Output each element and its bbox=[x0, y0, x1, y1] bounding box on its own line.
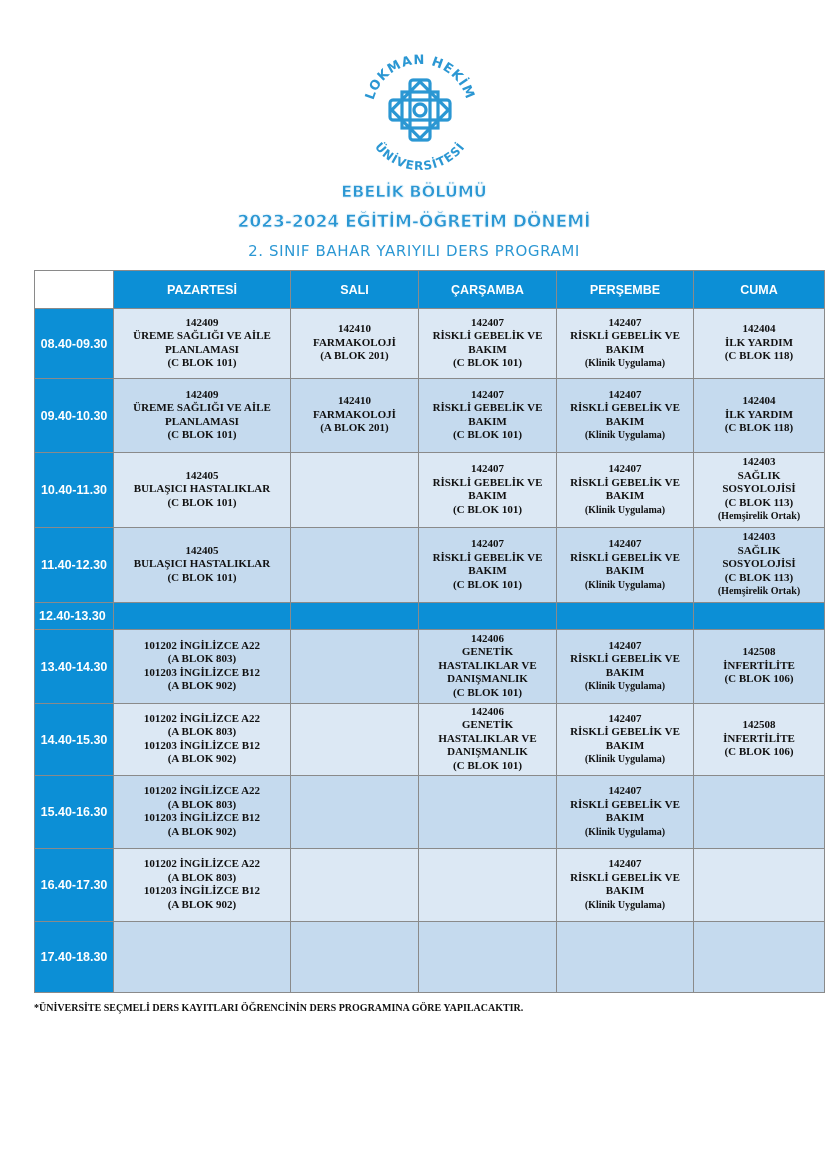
day-header: PERŞEMBE bbox=[557, 271, 694, 309]
course-line: RİSKLİ GEBELİK VE bbox=[432, 402, 543, 414]
course-line: RİSKLİ GEBELİK VE bbox=[570, 402, 680, 414]
course-line: 142410 bbox=[338, 323, 371, 336]
course-line: RİSKLİ GEBELİK VE bbox=[432, 551, 543, 564]
course-line: GENETİK bbox=[461, 646, 514, 659]
course-cell bbox=[114, 630, 291, 704]
course-cell bbox=[557, 922, 694, 993]
course-cell bbox=[114, 704, 291, 776]
course-cell bbox=[694, 528, 825, 603]
course-cell bbox=[291, 922, 419, 993]
course-line: BAKIM bbox=[605, 666, 645, 679]
course-cell bbox=[419, 704, 557, 776]
course-line: RİSKLİ GEBELİK VE bbox=[570, 726, 680, 738]
course-cell bbox=[291, 309, 419, 379]
course-line: (Klinik Uygulama) bbox=[584, 826, 666, 838]
course-line: 101203 İNGİLİZCE B12 bbox=[143, 812, 261, 824]
course-cell bbox=[694, 453, 825, 528]
course-cell bbox=[557, 849, 694, 922]
schedule-table bbox=[34, 270, 825, 993]
course-cell bbox=[419, 528, 557, 603]
schedule-row bbox=[35, 528, 825, 603]
course-line: BAKIM bbox=[605, 565, 645, 577]
schedule-row bbox=[35, 630, 825, 704]
time-slot: 14.40-15.30 bbox=[35, 704, 114, 776]
course-line: 101202 İNGİLİZCE A22 bbox=[143, 639, 261, 652]
course-line: 142403 bbox=[742, 531, 776, 544]
course-cell bbox=[419, 453, 557, 528]
course-line: (Hemşirelik Ortak) bbox=[717, 511, 801, 523]
course-line: (A BLOK 803) bbox=[167, 653, 237, 665]
course-line: SOSYOLOJİSİ bbox=[722, 558, 796, 571]
course-cell bbox=[291, 379, 419, 453]
course-cell bbox=[114, 453, 291, 528]
course-line: 101202 İNGİLİZCE A22 bbox=[143, 712, 261, 725]
course-line: (Klinik Uygulama) bbox=[584, 681, 666, 692]
program-title: 2. SINIF BAHAR YARIYILI DERS PROGRAMI bbox=[248, 242, 580, 260]
course-line: 142407 bbox=[471, 316, 504, 329]
course-line: 142404 bbox=[742, 395, 776, 408]
course-cell bbox=[694, 704, 825, 776]
course-line: 101203 İNGİLİZCE B12 bbox=[143, 739, 261, 752]
course-line: BAKIM bbox=[468, 490, 507, 502]
footnote: *ÜNİVERSİTE SEÇMELİ DERS KAYITLARI ÖĞRENCİNİN DERS PROGRAMINA GÖRE YAPILACAKTIR. bbox=[34, 1003, 524, 1014]
lunch-cell bbox=[694, 603, 825, 630]
course-line: (A BLOK 803) bbox=[167, 726, 237, 738]
course-cell bbox=[419, 630, 557, 704]
course-cell bbox=[557, 528, 694, 603]
course-cell bbox=[291, 704, 419, 776]
course-line: 142407 bbox=[471, 463, 504, 475]
lunch-cell bbox=[114, 603, 291, 630]
day-header: ÇARŞAMBA bbox=[419, 271, 557, 309]
course-line: (C BLOK 106) bbox=[724, 673, 794, 686]
time-slot: 11.40-12.30 bbox=[35, 528, 114, 603]
course-line: BAKIM bbox=[605, 812, 645, 824]
course-line: (C BLOK 118) bbox=[724, 422, 794, 435]
course-line: BAKIM bbox=[605, 343, 645, 356]
course-line: (C BLOK 118) bbox=[724, 350, 794, 363]
course-line: 142407 bbox=[608, 639, 642, 652]
course-line: (Hemşirelik Ortak) bbox=[717, 586, 801, 598]
course-line: (C BLOK 101) bbox=[452, 357, 523, 369]
course-line: RİSKLİ GEBELİK VE bbox=[570, 476, 680, 489]
course-line: (C BLOK 101) bbox=[452, 578, 523, 591]
course-line: (Klinik Uygulama) bbox=[584, 579, 666, 591]
course-line: 142409 bbox=[185, 388, 219, 401]
course-cell bbox=[291, 453, 419, 528]
course-line: 142406 bbox=[471, 632, 504, 645]
course-line: BAKIM bbox=[605, 739, 645, 752]
course-cell bbox=[557, 776, 694, 849]
course-cell bbox=[114, 528, 291, 603]
day-header: SALI bbox=[291, 271, 419, 309]
course-line: BAKIM bbox=[605, 885, 645, 897]
course-line: (Klinik Uygulama) bbox=[584, 504, 666, 516]
corner-cell bbox=[35, 271, 114, 309]
schedule-row bbox=[35, 776, 825, 849]
course-line: (C BLOK 113) bbox=[724, 496, 794, 509]
schedule-row bbox=[35, 603, 825, 630]
course-line: SAĞLIK bbox=[737, 544, 781, 557]
course-line: (C BLOK 101) bbox=[452, 503, 523, 516]
course-line: 142508 bbox=[742, 719, 776, 732]
time-slot: 16.40-17.30 bbox=[35, 849, 114, 922]
course-line: 142410 bbox=[338, 395, 371, 408]
course-cell bbox=[557, 453, 694, 528]
course-cell bbox=[114, 776, 291, 849]
course-line: İLK YARDIM bbox=[725, 408, 793, 421]
course-line: 142407 bbox=[608, 785, 642, 797]
day-header: PAZARTESİ bbox=[114, 271, 291, 309]
schedule-row bbox=[35, 309, 825, 379]
course-line: İNFERTİLİTE bbox=[723, 659, 795, 672]
course-line: 142407 bbox=[608, 538, 642, 550]
course-cell bbox=[114, 309, 291, 379]
course-cell bbox=[419, 379, 557, 453]
course-line: 142403 bbox=[742, 456, 776, 469]
schedule-row bbox=[35, 453, 825, 528]
course-line: RİSKLİ GEBELİK VE bbox=[570, 330, 680, 342]
course-line: 142407 bbox=[608, 858, 642, 870]
course-line: İNFERTİLİTE bbox=[723, 732, 795, 745]
course-line: PLANLAMASI bbox=[165, 343, 239, 356]
course-cell bbox=[557, 309, 694, 379]
course-line: (C BLOK 101) bbox=[167, 357, 237, 369]
svg-text:ÜNİVERSİTESİ: ÜNİVERSİTESİ bbox=[372, 139, 468, 174]
lunch-cell bbox=[291, 603, 419, 630]
course-line: SOSYOLOJİSİ bbox=[722, 483, 796, 496]
course-line: RİSKLİ GEBELİK VE bbox=[570, 551, 680, 564]
course-line: 101202 İNGİLİZCE A22 bbox=[143, 858, 261, 870]
schedule-row bbox=[35, 849, 825, 922]
course-line: 142406 bbox=[471, 705, 504, 718]
course-cell bbox=[419, 309, 557, 379]
course-line: (A BLOK 902) bbox=[167, 753, 237, 765]
course-cell bbox=[291, 528, 419, 603]
course-line: (Klinik Uygulama) bbox=[584, 358, 666, 369]
course-line: FARMAKOLOJİ bbox=[313, 336, 396, 349]
time-slot: 09.40-10.30 bbox=[35, 379, 114, 453]
course-line: DANIŞMANLIK bbox=[447, 673, 528, 686]
course-line: 101203 İNGİLİZCE B12 bbox=[143, 885, 261, 897]
course-cell bbox=[114, 922, 291, 993]
time-slot: 15.40-16.30 bbox=[35, 776, 114, 849]
course-line: (Klinik Uygulama) bbox=[584, 899, 666, 911]
course-line: 142405 bbox=[185, 469, 219, 482]
course-cell bbox=[694, 309, 825, 379]
course-line: RİSKLİ GEBELİK VE bbox=[570, 871, 680, 884]
course-line: (C BLOK 101) bbox=[452, 686, 523, 699]
course-line: 142407 bbox=[608, 388, 642, 401]
course-line: 101203 İNGİLİZCE B12 bbox=[143, 666, 261, 679]
schedule-row bbox=[35, 704, 825, 776]
time-slot: 17.40-18.30 bbox=[35, 922, 114, 993]
course-cell bbox=[694, 922, 825, 993]
course-line: ÜREME SAĞLIĞI VE AİLE bbox=[133, 330, 271, 342]
course-line: 101202 İNGİLİZCE A22 bbox=[143, 785, 261, 797]
course-cell bbox=[291, 776, 419, 849]
course-line: BAKIM bbox=[468, 415, 507, 428]
course-line: (A BLOK 902) bbox=[167, 825, 237, 838]
course-cell bbox=[419, 849, 557, 922]
course-line: BAKIM bbox=[605, 490, 645, 502]
university-logo bbox=[350, 40, 490, 180]
course-cell bbox=[114, 849, 291, 922]
course-line: DANIŞMANLIK bbox=[447, 746, 528, 759]
course-line: BULAŞICI HASTALIKLAR bbox=[133, 558, 271, 571]
time-slot: 08.40-09.30 bbox=[35, 309, 114, 379]
course-line: 142407 bbox=[608, 712, 642, 725]
course-line: (C BLOK 101) bbox=[167, 496, 237, 509]
course-line: ÜREME SAĞLIĞI VE AİLE bbox=[133, 402, 271, 414]
lunch-cell bbox=[419, 603, 557, 630]
course-line: 142404 bbox=[742, 323, 776, 336]
course-cell bbox=[694, 849, 825, 922]
course-line: (A BLOK 803) bbox=[167, 798, 237, 811]
svg-text:LOKMAN HEKİM: LOKMAN HEKİM bbox=[362, 52, 478, 102]
course-line: (C BLOK 106) bbox=[724, 746, 794, 759]
course-line: RİSKLİ GEBELİK VE bbox=[432, 476, 543, 489]
course-line: BAKIM bbox=[605, 415, 645, 428]
course-cell bbox=[291, 630, 419, 704]
course-line: (A BLOK 803) bbox=[167, 871, 237, 884]
course-cell bbox=[694, 776, 825, 849]
schedule-row bbox=[35, 922, 825, 993]
course-line: RİSKLİ GEBELİK VE bbox=[570, 798, 680, 811]
course-line: 142405 bbox=[185, 544, 219, 557]
course-cell bbox=[557, 379, 694, 453]
course-line: (C BLOK 101) bbox=[167, 571, 237, 584]
day-header: CUMA bbox=[694, 271, 825, 309]
header-row bbox=[35, 271, 825, 309]
course-line: 142407 bbox=[608, 463, 642, 475]
course-line: 142407 bbox=[471, 388, 504, 401]
schedule-row bbox=[35, 379, 825, 453]
time-slot: 12.40-13.30 bbox=[35, 603, 114, 630]
course-line: (A BLOK 902) bbox=[167, 680, 237, 692]
course-line: SAĞLIK bbox=[737, 469, 781, 482]
course-line: 142508 bbox=[742, 646, 776, 659]
course-line: 142407 bbox=[608, 316, 642, 329]
term-title: 2023-2024 EĞİTİM-ÖĞRETİM DÖNEMİ bbox=[237, 212, 591, 232]
course-line: (A BLOK 201) bbox=[320, 422, 389, 435]
course-cell bbox=[419, 922, 557, 993]
course-line: (C BLOK 101) bbox=[452, 429, 523, 441]
course-line: BAKIM bbox=[468, 565, 507, 577]
course-line: RİSKLİ GEBELİK VE bbox=[432, 330, 543, 342]
course-line: FARMAKOLOJİ bbox=[313, 408, 396, 421]
course-cell bbox=[694, 630, 825, 704]
course-cell bbox=[419, 776, 557, 849]
course-line: 142409 bbox=[185, 316, 219, 329]
course-line: (C BLOK 101) bbox=[167, 429, 237, 441]
course-line: GENETİK bbox=[461, 719, 514, 732]
department-title: EBELİK BÖLÜMÜ bbox=[341, 182, 487, 201]
course-cell bbox=[557, 630, 694, 704]
course-cell bbox=[557, 704, 694, 776]
course-line: (C BLOK 113) bbox=[724, 571, 794, 584]
course-line: İLK YARDIM bbox=[725, 336, 793, 349]
course-line: 142407 bbox=[471, 538, 504, 550]
course-line: HASTALIKLAR VE bbox=[438, 659, 537, 672]
course-line: BAKIM bbox=[468, 343, 507, 356]
time-slot: 13.40-14.30 bbox=[35, 630, 114, 704]
course-line: (A BLOK 201) bbox=[320, 350, 389, 363]
course-line: PLANLAMASI bbox=[165, 415, 239, 428]
course-line: BULAŞICI HASTALIKLAR bbox=[133, 483, 271, 496]
lunch-cell bbox=[557, 603, 694, 630]
time-slot: 10.40-11.30 bbox=[35, 453, 114, 528]
course-line: (Klinik Uygulama) bbox=[584, 754, 666, 765]
course-line: (C BLOK 101) bbox=[452, 759, 523, 772]
course-line: HASTALIKLAR VE bbox=[438, 732, 537, 745]
course-cell bbox=[291, 849, 419, 922]
course-line: RİSKLİ GEBELİK VE bbox=[570, 653, 680, 665]
course-cell bbox=[114, 379, 291, 453]
course-line: (Klinik Uygulama) bbox=[584, 430, 666, 441]
course-line: (A BLOK 902) bbox=[167, 898, 237, 911]
course-cell bbox=[694, 379, 825, 453]
